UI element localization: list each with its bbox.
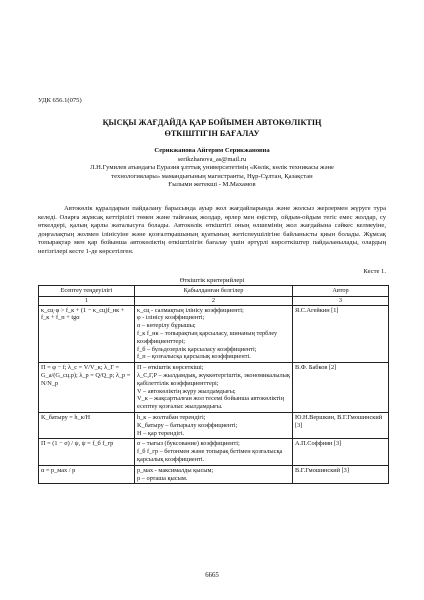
row-formula: κ_сц·φ > f_к + (1 − κ_сц)f_нк + f_к + f_п + tgα <box>39 305 135 363</box>
author-affiliation-2: технологиялары» мамандығының магистранты, Нұр-Сұлтан, Қазақстан <box>111 172 313 180</box>
row-author: А.П.Соффиян [3] <box>293 439 389 465</box>
header-author: Автор <box>293 286 389 297</box>
col-number-2: 2 <box>135 296 293 305</box>
row-formula: П = φ − f; λ_с = V/V_к; λ_Г = G_а/(G_сц.р); λ_р = Q/Q_р; λ_р = N/N_р <box>39 363 135 413</box>
symbol-line: f_к f_нк – топырақтың қарсыласу, шинаның терблеу коэффициенттері; <box>137 329 278 345</box>
row-symbols <box>135 363 293 413</box>
symbol-line: p – орташа қысым. <box>137 474 188 482</box>
row-author: Я.С.Агейкин [1] <box>293 305 389 363</box>
udk-code: УДК 656.1(075) <box>38 97 82 104</box>
abstract-paragraph: Автокөлік құралдарын пайдалану барысында ауыр жол жағдайларында және жолсыз жерлермен жүруге тура келеді. Оларға жұмсақ кеттірілігі төмен және тайғанақ жолдар, өрлер мен еңістер, ойдым-ойдым тегіс емес жолдар, су өткелдері, қалың қарлы жаталысуға болады. Автокөлік өткіштігі оның өлшемінің жол жағдайына сәйкес келмеуіне, доңғалақтың жолмен ілінісуіне және қозғалтқышының қуатының жетіспеушілігіне байланысты қиын болады. Жұмсақ топырақтар мен қар бойынша автокөліктің өткіштілігін бағалау үшін әртүрлі көрсеткіштер пайдаланылады, олардың негізгілері кесте 1-де көрсетілген. <box>38 205 386 255</box>
author-affiliation-1: Л.Н.Гумилев атындағы Еуразия ұлттық университетінің «Көлік, көлік техникасы және <box>90 164 334 172</box>
symbol-line: φ - ілінісу коэффициенті; <box>137 314 205 322</box>
row-author: Ю.Н.Вершкин, В.Г.Гмошинский [3] <box>293 412 389 438</box>
criteria-table <box>38 285 389 484</box>
row-author: В.Г.Гмошинский [3] <box>293 465 389 484</box>
table-column-numbers <box>39 296 389 305</box>
supervisor: Ғылыми жетекші - М.Махамов <box>168 181 256 189</box>
symbol-line: K_батыру – батырылу коэффициенті; <box>137 421 238 429</box>
row-symbols <box>135 439 293 465</box>
symbol-line: f_б – бульдозерлік қарсыласу коэффициенті; <box>137 345 257 353</box>
col-number-1: 1 <box>39 296 135 305</box>
symbol-line: f_п – қозғалысқа қарсылық коэффициенті. <box>137 353 251 361</box>
table-row <box>39 412 389 438</box>
table-number: Кесте 1. <box>363 268 386 275</box>
row-author: В.Ф. Бабков [2] <box>293 363 389 413</box>
table-caption: Өткіштік критерийлері <box>179 277 245 284</box>
symbol-line: H – қар терендігі. <box>137 429 185 437</box>
symbol-line: f_б f_гр – бетонмен және топырақ бетімен қозғалысқа қарсылық коэффициенті. <box>137 448 283 463</box>
table-row <box>39 305 389 363</box>
table-row <box>39 439 389 465</box>
table-header-row <box>39 286 389 297</box>
table-row <box>39 465 389 484</box>
author-block <box>38 147 386 190</box>
row-formula: П = (1 − σ) / ψ, ψ = f_б f_гр <box>39 439 135 465</box>
symbol-line: σ – тығыз (буксование) коэффициенті; <box>137 440 240 448</box>
author-email[interactable]: serikzhanova_as@mail.ru <box>177 155 247 163</box>
page-number: 6665 <box>205 572 219 579</box>
title-line-2: ӨТКІШТІГІН БАҒАЛАУ <box>164 128 260 138</box>
symbol-line: V_к – жақсартылған жол тесемі бойынша автокөліктің есептеу қозғалыс жылдамдығы. <box>137 395 285 411</box>
symbol-line: h_к – жолтабан терендігі; <box>137 413 206 421</box>
col-number-3: 3 <box>293 296 389 305</box>
symbol-line: λ_С,Г,Р – жылдамдық, жүккөтергіштік, экономикалылық қабілеттілік коэффициенттері; <box>137 371 290 387</box>
symbol-line: κ_сц - салмақтың ілінісу коэффициенті; <box>137 306 244 314</box>
title-line-1: ҚЫСҚЫ ЖАҒДАЙДА ҚАР БОЙЫМЕН АВТОКӨЛІКТІҢ <box>102 118 322 127</box>
symbol-line: α – көтерілу бұрышы; <box>137 322 196 330</box>
symbol-line: П – өткіштік көрсеткіші; <box>137 364 204 372</box>
row-symbols <box>135 465 293 484</box>
row-symbols <box>135 305 293 363</box>
symbol-line: p_мах - максималды қысым; <box>137 466 214 474</box>
table-row <box>39 363 389 413</box>
row-formula: K_батыру = h_к/H <box>39 412 135 438</box>
header-symbols: Қабылданған белгілер <box>135 286 293 297</box>
row-formula: α = p_мах / p <box>39 465 135 484</box>
author-name: Серикжанова Айгерим Серикжановна <box>154 147 270 154</box>
symbol-line: V – автокөліктің жүру жылдамдығы; <box>137 387 236 395</box>
article-title <box>38 118 386 139</box>
header-formula: Есептеу теңдеуілігі <box>39 286 135 297</box>
row-symbols <box>135 412 293 438</box>
